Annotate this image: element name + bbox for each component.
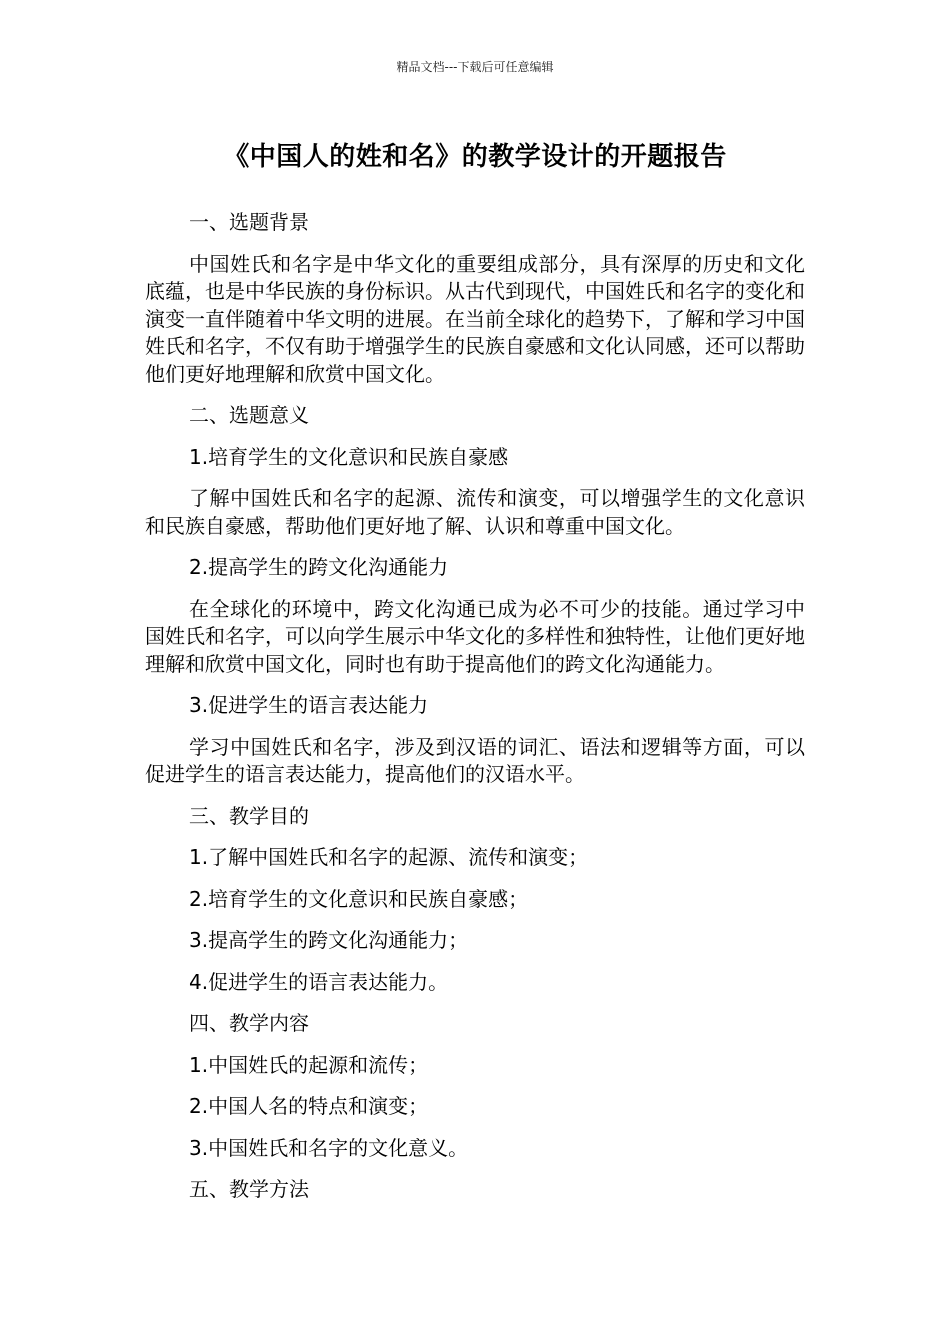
section-heading-objectives: 三、教学目的 xyxy=(189,803,309,828)
list-item-objective-1: 1.了解中国姓氏和名字的起源、流传和演变； xyxy=(189,845,589,869)
list-item-content-2: 2.中国人名的特点和演变； xyxy=(189,1094,429,1118)
section-heading-significance: 二、选题意义 xyxy=(189,403,309,427)
list-item-objective-4: 4.促进学生的语言表达能力。 xyxy=(189,969,449,994)
list-item-content-1: 1.中国姓氏的起源和流传； xyxy=(189,1052,429,1077)
section-heading-background: 一、选题背景 xyxy=(189,210,309,234)
paragraph-cultural-awareness: 了解中国姓氏和名字的起源、流传和演变，可以增强学生的文化意识和民族自豪感，帮助他们更好地了解、认识和尊重中国文化。 xyxy=(145,486,805,538)
list-item-objective-2: 2.培育学生的文化意识和民族自豪感； xyxy=(189,886,529,911)
document-body xyxy=(145,209,805,1218)
page-header-watermark: 精品文档---下载后可任意编辑 xyxy=(396,60,554,74)
section-heading-content: 四、教学内容 xyxy=(189,1011,309,1035)
section-heading-methods: 五、教学方法 xyxy=(189,1177,309,1201)
paragraph-background: 中国姓氏和名字是中华文化的重要组成部分，具有深厚的历史和文化底蕴，也是中华民族的身份标识。从古代到现代，中国姓氏和名字的变化和演变一直伴随着中华文明的进展。在当前全球化的趋势下，了解和学习中国姓氏和名字，不仅有助于增强学生的民族自豪感和文化认同感，还可以帮助他们更好地理解和欣赏中国文化。 xyxy=(145,251,805,386)
list-item-content-3: 3.中国姓氏和名字的文化意义。 xyxy=(189,1135,469,1160)
paragraph-cross-cultural: 在全球化的环境中，跨文化沟通已成为必不可少的技能。通过学习中国姓氏和名字，可以向学生展示中华文化的多样性和独特性，让他们更好地理解和欣赏中国文化，同时也有助于提高他们的跨文化沟通能力。 xyxy=(145,596,805,676)
subheading-cultural-awareness: 1.培育学生的文化意识和民族自豪感 xyxy=(189,444,509,469)
subheading-cross-cultural: 2.提高学生的跨文化沟通能力 xyxy=(189,555,449,579)
subheading-language-expression: 3.促进学生的语言表达能力 xyxy=(189,693,429,717)
document-title: 《中国人的姓和名》的教学设计的开题报告 xyxy=(223,142,727,172)
paragraph-language-expression: 学习中国姓氏和名字，涉及到汉语的词汇、语法和逻辑等方面，可以促进学生的语言表达能力，提高他们的汉语水平。 xyxy=(145,734,805,786)
list-item-objective-3: 3.提高学生的跨文化沟通能力； xyxy=(189,928,469,952)
